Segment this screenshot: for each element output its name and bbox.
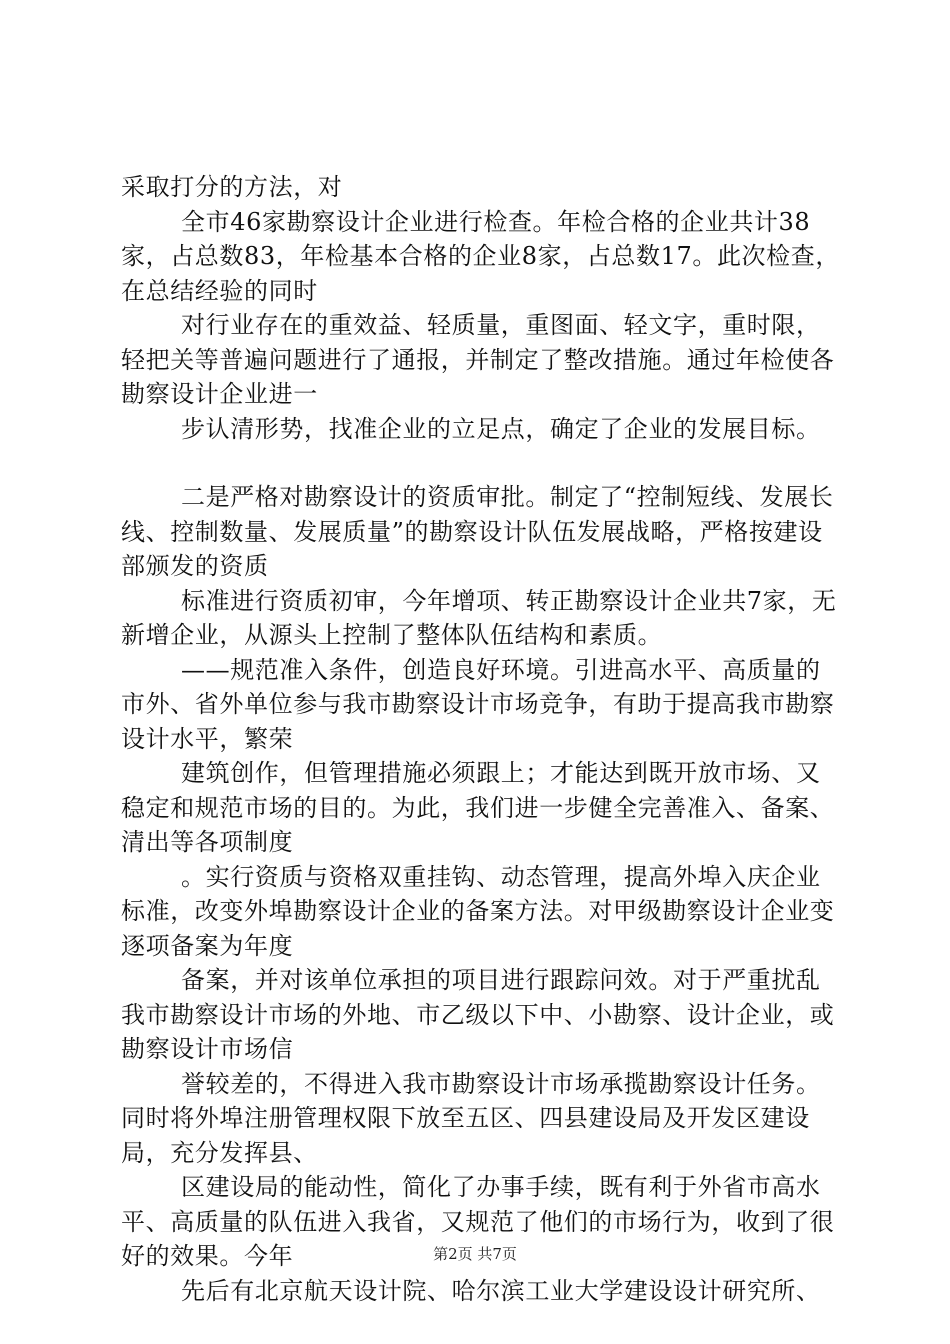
- page-number: 第2页 共7页: [433, 1245, 517, 1263]
- paragraph: ——规范准入条件，创造良好环境。引进高水平、高质量的市外、省外单位参与我市勘察设计市场竞争，有助于提高我市勘察设计水平，繁荣: [121, 655, 835, 753]
- paragraph: 采取打分的方法，对: [121, 173, 343, 201]
- paragraph: 先后有北京航天设计院、哈尔滨工业大学建设设计研究所、: [181, 1276, 821, 1305]
- paragraph: 。实行资质与资格双重挂钩、动态管理，提高外埠入庆企业标准，改变外埠勘察设计企业的备案方法。对甲级勘察设计企业变逐项备案为年度: [121, 862, 835, 960]
- paragraph: 标准进行资质初审，今年增项、转正勘察设计企业共7家，无新增企业，从源头上控制了整体队伍结构和素质。: [121, 586, 837, 649]
- paragraph: 二是严格对勘察设计的资质审批。制定了“控制短线、发展长线、控制数量、发展质量”的勘察设计队伍发展战略，严格按建设部颁发的资质: [121, 483, 834, 580]
- paragraph: 全市46家勘察设计企业进行检查。年检合格的企业共计38家，占总数83，年检基本合格的企业8家，占总数17。此次检查，在总结经验的同时: [121, 207, 840, 305]
- paragraph: 对行业存在的重效益、轻质量，重图面、轻文字，重时限，轻把关等普遍问题进行了通报，并制定了整改措施。通过年检使各勘察设计企业进一: [121, 311, 835, 408]
- paragraph: 誉较差的，不得进入我市勘察设计市场承揽勘察设计任务。同时将外埠注册管理权限下放至五区、四县建设局及开发区建设局，充分发挥县、: [121, 1069, 821, 1167]
- paragraph: 区建设局的能动性，简化了办事手续，既有利于外省市高水平、高质量的队伍进入我省，又规范了他们的市场行为，收到了很好的效果。今年: [121, 1173, 835, 1270]
- paragraph: 建筑创作，但管理措施必须跟上；才能达到既开放市场、又稳定和规范市场的目的。为此，我们进一步健全完善准入、备案、清出等各项制度: [121, 759, 835, 856]
- paragraph: 备案，并对该单位承担的项目进行跟踪问效。对于严重扰乱我市勘察设计市场的外地、市乙级以下中、小勘察、设计企业，或勘察设计市场信: [121, 966, 835, 1063]
- paragraph: 步认清形势，找准企业的立足点，确定了企业的发展目标。: [181, 414, 821, 443]
- document-body: [121, 170, 841, 1308]
